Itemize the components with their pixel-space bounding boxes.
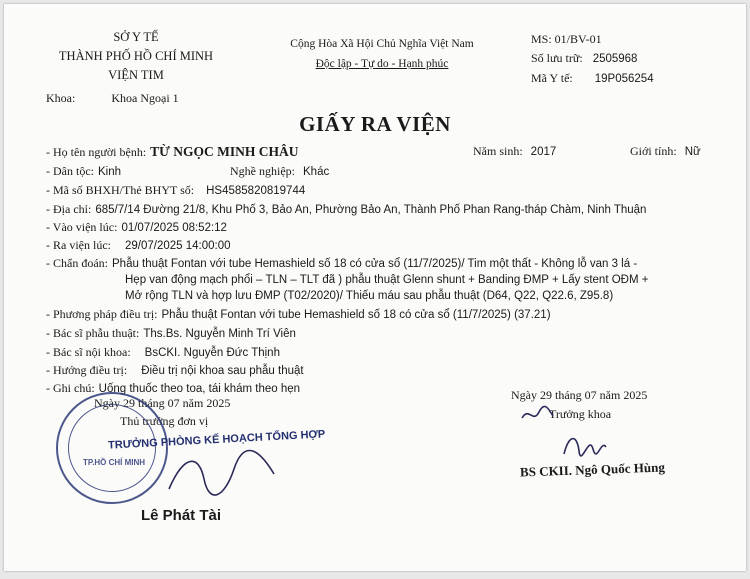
patient-name-row: - Họ tên người bệnh: TỪ NGỌC MINH CHÂU [46,144,299,160]
health-code: Mã Y tế: 19P056254 [531,71,654,85]
department: Khoa: Khoa Ngoại 1 [46,91,179,105]
national-motto: Độc lập - Tự do - Hạnh phúc [315,58,449,70]
storage-number: Số lưu trữ: 2505968 [531,51,638,65]
address-row: - Địa chỉ: 685/7/14 Đường 21/8, Khu Phố 3, Bảo An, Phường Bảo An, Thành Phố Phan Rang-tháp Chàm, Ninh Thuận [46,202,646,217]
issuer-line-1: SỞ Y TẾ [113,30,159,44]
discharge-row: - Ra viện lúc: 29/07/2025 14:00:00 [46,238,231,253]
surgeon-row: - Bác sĩ phẫu thuật: Ths.Bs. Nguyễn Minh Trí Viên [46,326,296,341]
diagnosis-line-3: Mở rộng TLN và hợp lưu ĐMP (T02/2020)/ Thiếu máu sau phẫu thuật (D64, Q22, Q22.6, Z95.8) [125,290,614,302]
left-signature [164,444,284,504]
insurance-row: - Mã số BHXH/Thẻ BHYT số: HS4585820819744 [46,183,305,198]
issuer-line-2: THÀNH PHỐ HỒ CHÍ MINH [58,49,214,63]
national-header [272,34,492,74]
note-row: - Ghi chú: Uống thuốc theo toa, tái khám theo hẹn [46,381,300,396]
seal-text: TP.HỒ CHÍ MINH [82,458,146,467]
right-signature [559,429,609,459]
form-code: MS: 01/BV-01 [531,32,602,46]
right-initial-mark [519,404,555,424]
occupation-row: Nghề nghiệp: Khác [230,164,330,178]
diagnosis-line-2: Hẹp van động mạch phổi – TLN – TLT đã ) phẫu thuật Glenn shunt + Banding ĐMP + Lấy stent OĐM + [125,274,649,286]
right-signer-name: BS CKII. Ngô Quốc Hùng [519,459,666,480]
right-sign-date: Ngày 29 tháng 07 năm 2025 [511,388,648,402]
document-title: GIẤY RA VIỆN [299,112,451,136]
left-sign-role: Thủ trưởng đơn vị [120,414,209,428]
national-title: Cộng Hòa Xã Hội Chủ Nghĩa Việt Nam [290,38,474,50]
issuer-line-3: VIỆN TIM [108,68,164,82]
left-signer-name: Lê Phát Tài [141,507,222,524]
birth-year-row: Năm sinh: 2017 [473,144,557,158]
department-stamp: TRƯỞNG PHÒNG KẾ HOẠCH TỔNG HỢP [107,428,326,452]
discharge-document [4,4,746,571]
right-sign-role: Trưởng khoa [549,407,612,421]
record-codes [531,30,654,89]
diagnosis-row: - Chẩn đoán: Phẫu thuật Fontan với tube Hemashield số 18 có cửa sổ (11/7/2025)/ Tim một thất - Không lỗ van 3 lá - [46,256,637,271]
gender-row: Giới tính: Nữ [630,144,701,158]
admission-row: - Vào viện lúc: 01/07/2025 08:52:12 [46,220,227,235]
left-sign-date: Ngày 29 tháng 07 năm 2025 [94,396,231,410]
issuer-header [36,28,236,85]
internist-row: - Bác sĩ nội khoa: BsCKI. Nguyễn Đức Thịnh [46,345,280,360]
treatment-direction-row: - Hướng điều trị: Điều trị nội khoa sau phẫu thuật [46,363,304,378]
ethnic-row: - Dân tộc: Kinh [46,164,121,179]
treatment-method-row: - Phương pháp điều trị: Phẫu thuật Fontan với tube Hemashield số 18 có cửa sổ (11/7/2025) (37.21) [46,307,551,322]
